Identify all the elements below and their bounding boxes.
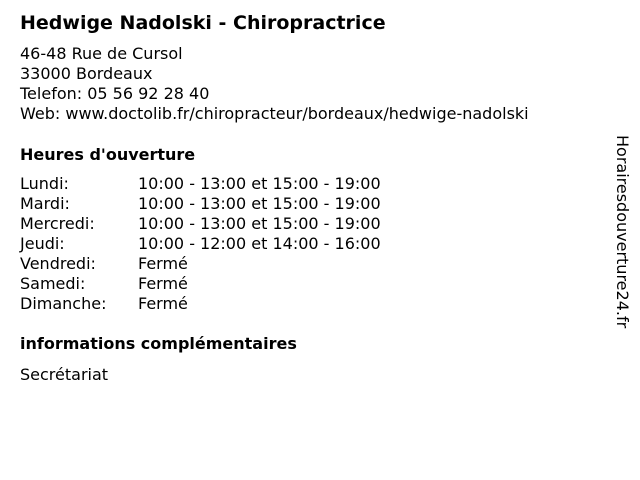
opening-hours-heading: Heures d'ouverture — [20, 145, 196, 164]
day-hours: Fermé — [138, 294, 188, 313]
additional-info-text: Secrétariat — [20, 365, 109, 384]
day-label: Mercredi: — [20, 214, 95, 233]
day-hours: 10:00 - 13:00 et 15:00 - 19:00 — [138, 214, 381, 233]
day-label: Mardi: — [20, 194, 70, 213]
day-hours: 10:00 - 13:00 et 15:00 - 19:00 — [138, 194, 381, 213]
day-label: Jeudi: — [20, 234, 65, 253]
day-label: Vendredi: — [20, 254, 96, 273]
day-label: Dimanche: — [20, 294, 107, 313]
day-hours: 10:00 - 13:00 et 15:00 - 19:00 — [138, 174, 381, 193]
watermark-text: Horairesdouverture24.fr — [613, 135, 632, 329]
street-address: 46-48 Rue de Cursol — [20, 44, 183, 63]
additional-info-heading: informations complémentaires — [20, 334, 297, 353]
site-watermark — [612, 135, 632, 345]
phone-number: Telefon: 05 56 92 28 40 — [20, 84, 210, 103]
address-block — [20, 44, 529, 124]
page-title: Hedwige Nadolski - Chiropractrice — [20, 12, 386, 34]
day-label: Samedi: — [20, 274, 86, 293]
day-hours: Fermé — [138, 274, 188, 293]
day-hours: 10:00 - 12:00 et 14:00 - 16:00 — [138, 234, 381, 253]
day-hours: Fermé — [138, 254, 188, 273]
website-link: Web: www.doctolib.fr/chiropracteur/bordeaux/hedwige-nadolski — [20, 104, 529, 123]
day-label: Lundi: — [20, 174, 69, 193]
city-postcode: 33000 Bordeaux — [20, 64, 153, 83]
